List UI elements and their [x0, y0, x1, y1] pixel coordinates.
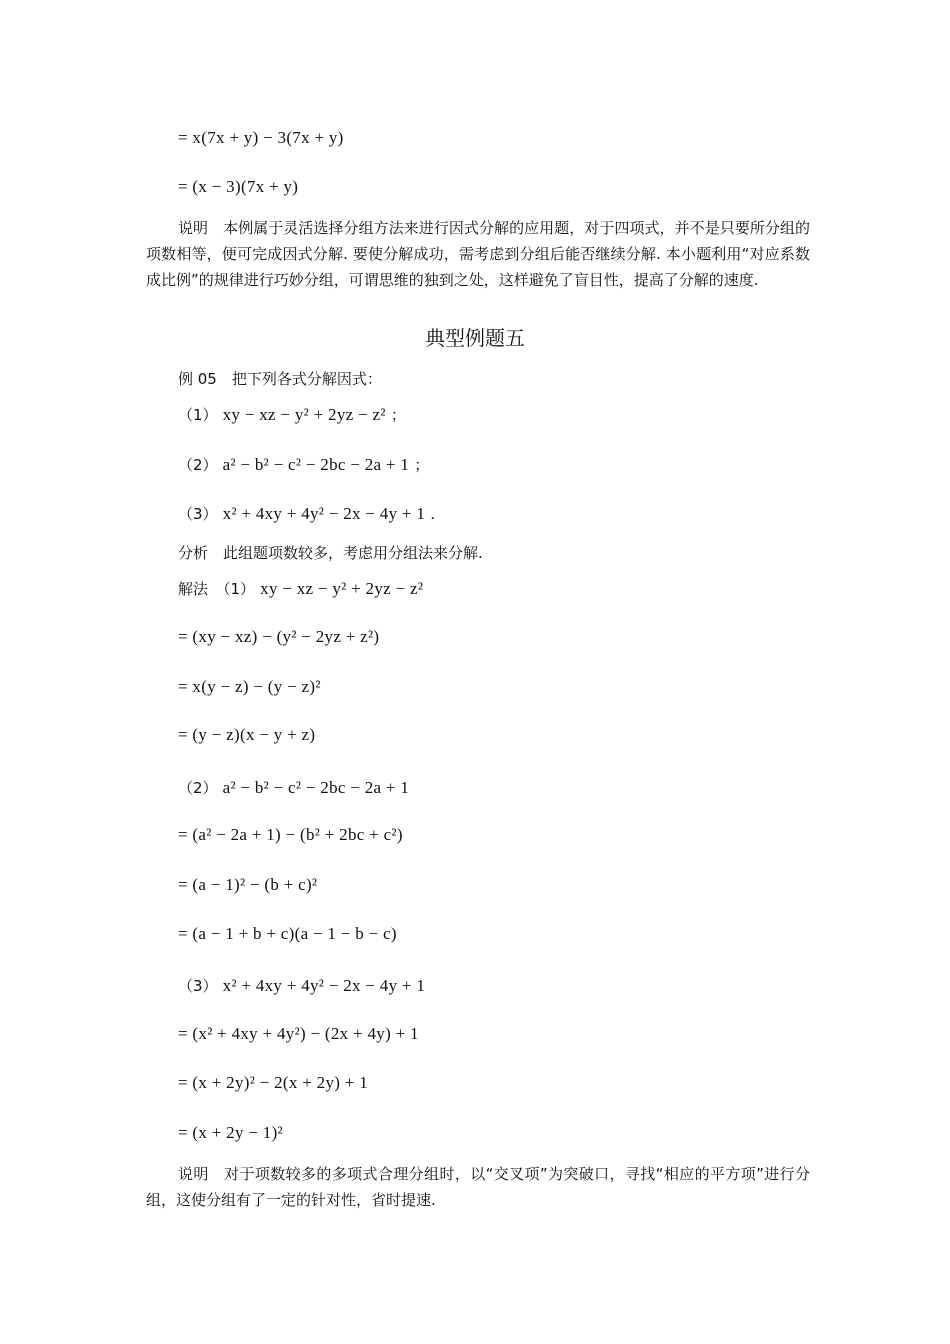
equation-line: = (a − 1 + b + c)(a − 1 − b − c) — [178, 924, 397, 943]
equation-line: = (x + 2y)² − 2(x + 2y) + 1 — [178, 1073, 369, 1092]
problem-end: ； — [390, 406, 406, 424]
problem-expression: x² + 4xy + 4y² − 2x − 4y + 1 — [222, 504, 426, 523]
solution-label: 解法 （1） — [178, 580, 256, 598]
problem-end: ； — [414, 456, 430, 474]
section-title: 典型例题五 — [425, 326, 525, 350]
problem-expression: a² − b² − c² − 2bc − 2a + 1 — [222, 455, 410, 474]
solution-part — [178, 777, 409, 798]
summary-paragraph: 说明 对于项数较多的多项式合理分组时，以“交叉项”为突破口，寻找“相应的平方项”进行分组，这使分组有了一定的针对性，省时提速. — [146, 1165, 810, 1209]
equation-line: = (x² + 4xy + 4y²) − (2x + 4y) + 1 — [178, 1024, 419, 1043]
problem-label: （1） — [178, 406, 218, 424]
solution-part — [178, 975, 425, 996]
problem-end: . — [430, 505, 436, 523]
problem-item — [178, 454, 429, 475]
analysis-text: 分析 此组题项数较多，考虑用分组法来分解. — [178, 544, 483, 562]
equation-line: = (a − 1)² − (b + c)² — [178, 875, 318, 894]
equation-line: = x(7x + y) − 3(7x + y) — [178, 128, 344, 147]
explanation-paragraph: 说明 本例属于灵活选择分组方法来进行因式分解的应用题，对于四项式，并不是只要所分组的项数相等，便可完成因式分解. 要使分解成功，需考虑到分组后能否继续分解. 本小题利用“对应系数成比例”的规律进行巧妙分组，可谓思维的独到之处，这样避免了盲目性，提高了分解的速度. — [146, 219, 810, 289]
equation-line: = (y − z)(x − y + z) — [178, 725, 316, 744]
equation-line: = (xy − xz) − (y² − 2yz + z²) — [178, 627, 380, 646]
problem-item — [178, 503, 435, 524]
part-expression: x² + 4xy + 4y² − 2x − 4y + 1 — [222, 976, 426, 995]
equation-line: = (x + 2y − 1)² — [178, 1123, 283, 1142]
part-expression: a² − b² − c² − 2bc − 2a + 1 — [222, 778, 410, 797]
problem-expression: xy − xz − y² + 2yz − z² — [222, 405, 386, 424]
equation-line: = (x − 3)(7x + y) — [178, 177, 299, 196]
part-label: （2） — [178, 779, 218, 797]
solution-expression: xy − xz − y² + 2yz − z² — [260, 579, 424, 598]
example-heading: 例 05 把下列各式分解因式： — [178, 370, 382, 388]
part-label: （3） — [178, 977, 218, 995]
problem-label: （3） — [178, 505, 218, 523]
problem-item — [178, 404, 406, 425]
equation-line: = x(y − z) − (y − z)² — [178, 677, 321, 696]
equation-line: = (a² − 2a + 1) − (b² + 2bc + c²) — [178, 825, 403, 844]
problem-label: （2） — [178, 456, 218, 474]
solution-start — [178, 578, 423, 599]
